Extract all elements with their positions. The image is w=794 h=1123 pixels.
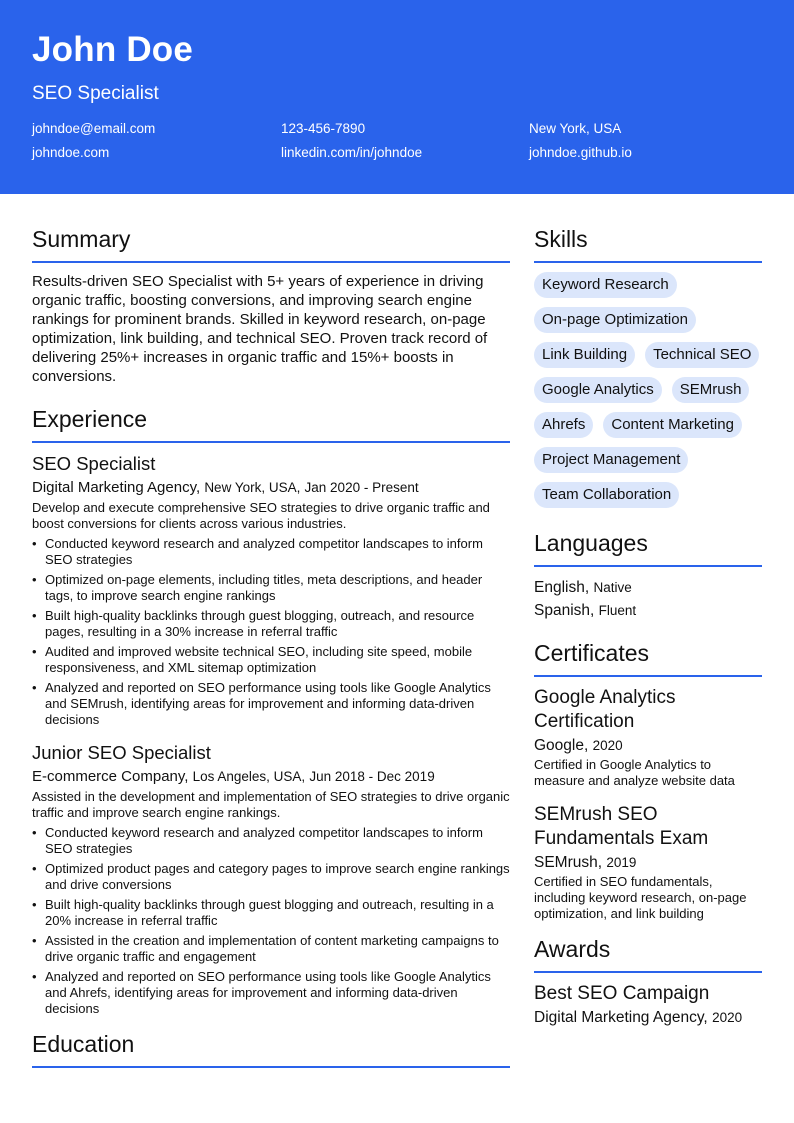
certificates-section xyxy=(534,640,762,922)
languages-section xyxy=(534,530,762,622)
section-title: Languages xyxy=(534,530,762,567)
skills-list xyxy=(534,272,762,508)
bullet-item: • Analyzed and reported on SEO performance using tools like Google Analytics and SEMrush, identifying areas for improvement and informing data-driven decisions xyxy=(32,680,510,728)
certificate-title: SEMrush SEO Fundamentals Exam xyxy=(534,804,709,849)
bullet-item: • Analyzed and reported on SEO performance using tools like Google Analytics and Ahrefs, identifying areas for improvement and informing data-driven decisions xyxy=(32,969,510,1017)
skill-chip: On-page Optimization xyxy=(534,307,696,333)
job-title: SEO Specialist xyxy=(32,453,156,474)
bullet-item: • Optimized on-page elements, including titles, meta descriptions, and header tags, to improve search engine rankings xyxy=(32,572,510,604)
skill-chip: Project Management xyxy=(534,447,688,473)
award-year: 2020 xyxy=(712,1010,743,1025)
job-location: Los Angeles, USA, xyxy=(192,769,306,784)
skill-chip: Link Building xyxy=(534,342,635,368)
certificate-year: 2019 xyxy=(606,855,637,870)
language-item xyxy=(534,599,762,622)
skill-chip: Google Analytics xyxy=(534,377,662,403)
job-company: E-commerce Company, xyxy=(32,768,189,785)
job-location: New York, USA, xyxy=(204,480,301,495)
certificate-description: Certified in SEO fundamentals, including keyword research, on-page optimization, and link building xyxy=(534,874,747,921)
certificate-year: 2020 xyxy=(592,738,623,753)
award-meta xyxy=(534,1006,762,1029)
bullet-item: • Built high-quality backlinks through guest blogging and outreach, resulting in a 20% increase in referral traffic xyxy=(32,897,510,929)
job-meta xyxy=(32,478,510,498)
skill-chip: Team Collaboration xyxy=(534,482,679,508)
job-meta xyxy=(32,767,510,787)
job-dates: Jun 2018 - Dec 2019 xyxy=(309,769,435,784)
section-title: Education xyxy=(32,1031,510,1068)
job-dates: Jan 2020 - Present xyxy=(304,480,419,495)
languages-list xyxy=(534,576,762,622)
certificate-meta xyxy=(534,851,762,874)
location: New York, USA xyxy=(529,121,622,136)
skill-chip: Content Marketing xyxy=(603,412,742,438)
candidate-name: John Doe xyxy=(32,30,194,69)
award-title: Best SEO Campaign xyxy=(534,983,710,1004)
summary-section xyxy=(32,226,510,386)
education-section xyxy=(32,1031,510,1068)
bullet-item: • Built high-quality backlinks through guest blogging, outreach, and resource pages, resulting in a 30% increase in referral traffic xyxy=(32,608,510,640)
linkedin-link[interactable]: linkedin.com/in/johndoe xyxy=(281,145,423,160)
job-title: Junior SEO Specialist xyxy=(32,742,211,763)
language-item xyxy=(534,576,762,599)
phone-number: 123-456-7890 xyxy=(281,121,366,136)
experience-section xyxy=(32,406,510,1017)
skills-section xyxy=(534,226,762,508)
job-company: Digital Marketing Agency, xyxy=(32,479,201,496)
skill-chip: Technical SEO xyxy=(645,342,759,368)
github-link[interactable]: johndoe.github.io xyxy=(529,145,632,160)
certificate-description: Certified in Google Analytics to measure and analyze website data xyxy=(534,757,735,788)
language-level: Fluent xyxy=(598,603,637,618)
job-bullets xyxy=(32,536,510,728)
resume-header xyxy=(0,0,794,194)
website-link[interactable]: johndoe.com xyxy=(32,145,110,160)
award-item xyxy=(534,982,762,1029)
certificate-issuer: SEMrush, xyxy=(534,854,603,871)
language-name: Spanish, xyxy=(534,602,595,619)
job-bullets xyxy=(32,825,510,1017)
main-column xyxy=(32,226,510,1077)
job-entry xyxy=(32,453,510,728)
award-issuer: Digital Marketing Agency, xyxy=(534,1009,708,1026)
candidate-role: SEO Specialist xyxy=(32,83,159,104)
certificate-item xyxy=(534,803,762,922)
certificate-meta xyxy=(534,734,762,757)
language-name: English, xyxy=(534,579,590,596)
certificates-list xyxy=(534,686,762,922)
job-description: Develop and execute comprehensive SEO strategies to drive organic traffic and boost conversions for clients across various industries. xyxy=(32,500,490,531)
bullet-item: • Assisted in the creation and implementation of content marketing campaigns to drive organic traffic and engagement xyxy=(32,933,510,965)
section-title: Experience xyxy=(32,406,510,443)
bullet-item: • Conducted keyword research and analyzed competitor landscapes to inform SEO strategies xyxy=(32,825,510,857)
language-level: Native xyxy=(593,580,632,595)
summary-text: Results-driven SEO Specialist with 5+ years of experience in driving organic traffic, boosting conversions, and improving search engine rankings for prominent brands. Skilled in keyword research, on-page optimization, link building, and technical SEO. Proven track record of delivering 25%+ increases in organic traffic and 15%+ boosts in conversions. xyxy=(32,273,488,385)
certificate-item xyxy=(534,686,762,789)
email-link[interactable]: johndoe@email.com xyxy=(32,121,156,136)
section-title: Certificates xyxy=(534,640,762,677)
skill-chip: SEMrush xyxy=(672,377,750,403)
certificate-title: Google Analytics Certification xyxy=(534,687,676,732)
section-title: Awards xyxy=(534,936,762,973)
section-title: Skills xyxy=(534,226,762,263)
section-title: Summary xyxy=(32,226,510,263)
job-entry xyxy=(32,742,510,1017)
jobs-list xyxy=(32,453,510,1017)
skill-chip: Keyword Research xyxy=(534,272,677,298)
side-column xyxy=(534,226,762,1029)
awards-section xyxy=(534,936,762,1029)
skill-chip: Ahrefs xyxy=(534,412,593,438)
job-description: Assisted in the development and implementation of SEO strategies to drive organic traffic and improve search engine rankings. xyxy=(32,789,510,820)
certificate-issuer: Google, xyxy=(534,737,589,754)
bullet-item: • Conducted keyword research and analyzed competitor landscapes to inform SEO strategies xyxy=(32,536,510,568)
awards-list xyxy=(534,982,762,1029)
bullet-item: • Optimized product pages and category pages to improve search engine rankings and drive conversions xyxy=(32,861,510,893)
bullet-item: • Audited and improved website technical SEO, including site speed, mobile responsiveness, and XML sitemap optimization xyxy=(32,644,510,676)
